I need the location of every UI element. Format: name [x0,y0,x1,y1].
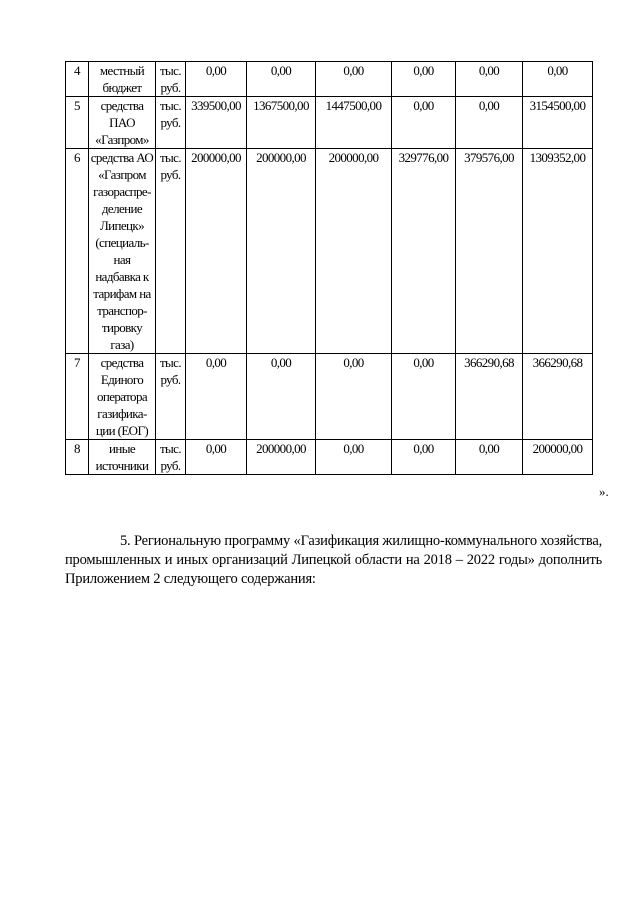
funding-table [65,61,593,475]
value-cell: 0,00 [247,62,316,97]
value-cell: 200000,00 [186,149,247,354]
row-number: 6 [66,149,89,354]
value-cell: 366290,68 [456,354,523,440]
row-number: 5 [66,97,89,149]
unit-cell: тыс. руб. [156,97,186,149]
table-row [66,149,593,354]
value-cell: 0,00 [392,440,456,475]
value-cell: 0,00 [316,354,392,440]
unit-cell: тыс. руб. [156,62,186,97]
value-cell: 1367500,00 [247,97,316,149]
row-number: 8 [66,440,89,475]
value-cell: 0,00 [392,354,456,440]
unit-cell: тыс. руб. [156,440,186,475]
value-cell: 1309352,00 [523,149,593,354]
table-row [66,440,593,475]
row-number: 7 [66,354,89,440]
funding-source: местный бюджет [89,62,156,97]
value-cell: 0,00 [316,62,392,97]
value-cell: 339500,00 [186,97,247,149]
unit-cell: тыс. руб. [156,149,186,354]
value-cell: 379576,00 [456,149,523,354]
funding-source: средства ПАО «Газпром» [89,97,156,149]
funding-source: средства АО «Газпром газораспре-деление Липецк» (специаль-ная надбавка к тарифам на транспор-тировку газа) [89,149,156,354]
unit-cell: тыс. руб. [156,354,186,440]
value-cell: 1447500,00 [316,97,392,149]
value-cell: 200000,00 [523,440,593,475]
closing-quote-mark: ». [599,484,609,499]
value-cell: 0,00 [456,62,523,97]
table-row [66,62,593,97]
table-row [66,97,593,149]
value-cell: 3154500,00 [523,97,593,149]
value-cell: 200000,00 [316,149,392,354]
value-cell: 0,00 [392,62,456,97]
value-cell: 200000,00 [247,440,316,475]
value-cell: 0,00 [186,440,247,475]
row-number: 4 [66,62,89,97]
value-cell: 0,00 [186,354,247,440]
value-cell: 200000,00 [247,149,316,354]
value-cell: 0,00 [456,97,523,149]
value-cell: 0,00 [316,440,392,475]
value-cell: 366290,68 [523,354,593,440]
value-cell: 0,00 [247,354,316,440]
paragraph-item-5: 5. Региональную программу «Газификация жилищно-коммунального хозяйства, промышленных и иных организаций Липецкой области на 2018 – 2022 годы» дополнить Приложением 2 следующего содержания: [65,532,602,587]
value-cell: 329776,00 [392,149,456,354]
table-row [66,354,593,440]
funding-source: иные источники [89,440,156,475]
funding-source: средства Единого оператора газифика-ции (ЕОГ) [89,354,156,440]
value-cell: 0,00 [186,62,247,97]
value-cell: 0,00 [523,62,593,97]
value-cell: 0,00 [392,97,456,149]
value-cell: 0,00 [456,440,523,475]
